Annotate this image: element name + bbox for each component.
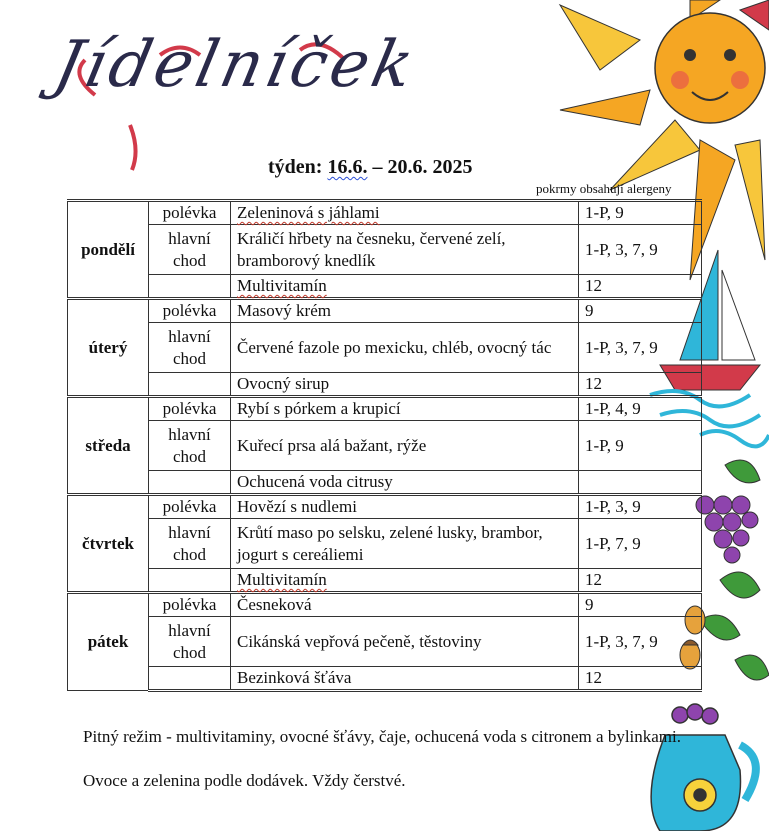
dish-name: Ochucená voda citrusy <box>231 471 579 495</box>
dish-name: Zeleninová s jáhlami <box>231 201 579 225</box>
dish-name: Bezinková šťáva <box>231 667 579 691</box>
allergens: 1-P, 3, 7, 9 <box>579 323 702 373</box>
course-type <box>149 471 231 495</box>
day-name: pondělí <box>68 201 149 299</box>
course-type <box>149 569 231 593</box>
course-type: hlavní chod <box>149 617 231 667</box>
course-type <box>149 373 231 397</box>
week-label: týden: <box>268 156 323 178</box>
allergens: 12 <box>579 667 702 691</box>
table-row <box>68 667 702 691</box>
table-row <box>68 373 702 397</box>
course-type: polévka <box>149 495 231 519</box>
dish-name: Kuřecí prsa alá bažant, rýže <box>231 421 579 471</box>
course-type: hlavní chod <box>149 323 231 373</box>
footer-notes <box>83 726 683 814</box>
allergens: 1-P, 3, 9 <box>579 495 702 519</box>
dish-name: Česneková <box>231 593 579 617</box>
course-type: polévka <box>149 201 231 225</box>
drinks-note: Pitný režim - multivitaminy, ovocné šťávy, čaje, ochucená voda s citronem a bylinkami. <box>83 727 682 746</box>
table-row <box>68 495 702 519</box>
table-row <box>68 323 702 373</box>
grapes-icon <box>696 460 760 563</box>
produce-note: Ovoce a zelenina podle dodávek. Vždy čerstvé. <box>83 771 406 790</box>
dish-name: Multivitamín <box>231 569 579 593</box>
course-type <box>149 667 231 691</box>
dish-name: Masový krém <box>231 299 579 323</box>
day-name: pátek <box>68 593 149 691</box>
dish-name: Krůtí maso po selsku, zelené lusky, brambor, jogurt s cereáliemi <box>231 519 579 569</box>
week-end: 20.6. 2025 <box>387 156 473 178</box>
table-row <box>68 201 702 225</box>
day-name: středa <box>68 397 149 495</box>
allergens: 1-P, 4, 9 <box>579 397 702 421</box>
allergens: 9 <box>579 593 702 617</box>
allergens: 1-P, 3, 7, 9 <box>579 617 702 667</box>
allergens: 1-P, 3, 7, 9 <box>579 225 702 275</box>
week-start: 16.6. <box>327 156 368 178</box>
allergens: 1-P, 9 <box>579 201 702 225</box>
dish-name: Králičí hřbety na česneku, červené zelí, bramborový knedlík <box>231 225 579 275</box>
dish-name: Rybí s pórkem a krupicí <box>231 397 579 421</box>
table-row <box>68 471 702 495</box>
table-row <box>68 593 702 617</box>
course-type: polévka <box>149 593 231 617</box>
allergens <box>579 471 702 495</box>
dish-name: Multivitamín <box>231 275 579 299</box>
dish-name: Červené fazole po mexicku, chléb, ovocný tác <box>231 323 579 373</box>
table-row <box>68 299 702 323</box>
table-row <box>68 421 702 471</box>
table-row <box>68 617 702 667</box>
table-row <box>68 397 702 421</box>
day-name: čtvrtek <box>68 495 149 593</box>
day-name: úterý <box>68 299 149 397</box>
week-range <box>268 156 472 179</box>
dish-name: Ovocný sirup <box>231 373 579 397</box>
table-row <box>68 519 702 569</box>
course-type: hlavní chod <box>149 225 231 275</box>
allergens: 9 <box>579 299 702 323</box>
dish-name: Cikánská vepřová pečeně, těstoviny <box>231 617 579 667</box>
course-type: hlavní chod <box>149 421 231 471</box>
table-row <box>68 569 702 593</box>
table-row <box>68 275 702 299</box>
allergens: 1-P, 7, 9 <box>579 519 702 569</box>
course-type: polévka <box>149 397 231 421</box>
course-type: polévka <box>149 299 231 323</box>
leaves-icon <box>700 572 769 680</box>
course-type: hlavní chod <box>149 519 231 569</box>
table-row <box>68 225 702 275</box>
allergens: 12 <box>579 569 702 593</box>
allergens: 1-P, 9 <box>579 421 702 471</box>
page-title: Jídelníček <box>48 28 424 102</box>
course-type <box>149 275 231 299</box>
week-separator: – <box>372 156 383 178</box>
allergens: 12 <box>579 373 702 397</box>
menu-table <box>67 199 702 692</box>
dish-name: Hovězí s nudlemi <box>231 495 579 519</box>
allergen-note: pokrmy obsahují alergeny <box>536 181 672 196</box>
allergens: 12 <box>579 275 702 299</box>
